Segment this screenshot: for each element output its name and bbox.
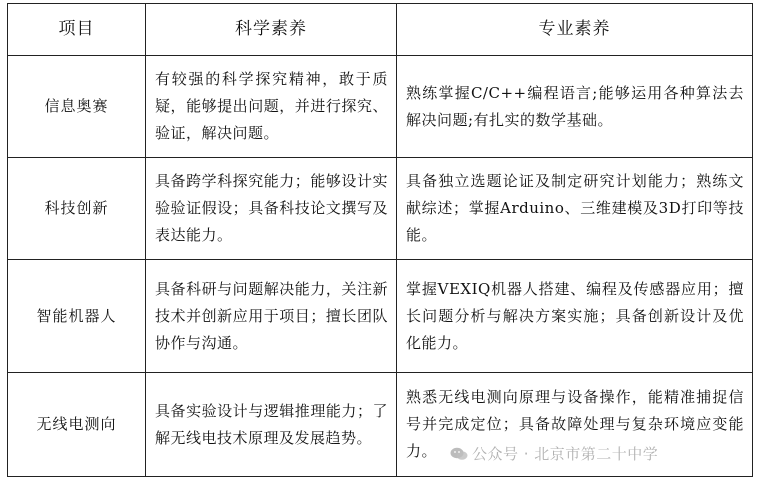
professional-cell: 熟悉无线电测向原理与设备操作，能精准捕捉信号并完成定位；具备故障处理与复杂环境应变能力。 [397,373,753,477]
header-science: 科学素养 [146,4,397,56]
project-cell: 科技创新 [8,158,146,260]
project-cell: 信息奥赛 [8,56,146,158]
qualities-table [7,3,753,477]
project-cell: 无线电测向 [8,373,146,477]
table-row [8,260,753,373]
science-cell: 具备跨学科探究能力；能够设计实验验证假设；具备科技论文撰写及表达能力。 [146,158,397,260]
science-cell: 具备科研与问题解决能力，关注新技术并创新应用于项目；擅长团队协作与沟通。 [146,260,397,373]
table-row [8,56,753,158]
science-cell: 具备实验设计与逻辑推理能力；了解无线电技术原理及发展趋势。 [146,373,397,477]
professional-cell: 熟练掌握C/C++编程语言;能够运用各种算法去解决问题;有扎实的数学基础。 [397,56,753,158]
project-cell: 智能机器人 [8,260,146,373]
header-professional: 专业素养 [397,4,753,56]
professional-cell: 掌握VEXIQ机器人搭建、编程及传感器应用；擅长问题分析与解决方案实施；具备创新设计及优化能力。 [397,260,753,373]
wechat-icon [450,447,468,461]
professional-cell: 具备独立选题论证及制定研究计划能力；熟练文献综述；掌握Arduino、三维建模及3D打印等技能。 [397,158,753,260]
watermark-text: 公众号 · 北京市第二十中学 [472,445,659,463]
header-row [8,4,753,56]
watermark [450,443,658,464]
header-project: 项目 [8,4,146,56]
table-row [8,158,753,260]
science-cell: 有较强的科学探究精神，敢于质疑，能够提出问题，并进行探究、验证，解决问题。 [146,56,397,158]
